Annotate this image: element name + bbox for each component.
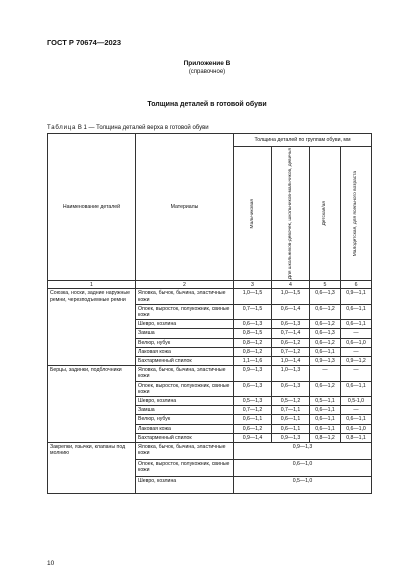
value-cell: 0,5-1,0	[341, 397, 372, 406]
thickness-table	[47, 133, 372, 494]
value-cell: —	[310, 366, 341, 381]
value-cell: 0,6—1,3	[234, 381, 272, 396]
value-cell: 0,6—1,4	[272, 304, 310, 319]
value-cell: 0,9—1,3	[234, 366, 272, 381]
value-cell: 0,8—1,2	[234, 347, 272, 356]
value-cell: 0,6—1,1	[310, 406, 341, 415]
value-cell: 1,0—1,5	[272, 289, 310, 304]
value-cell: 0,6—1,1	[234, 415, 272, 424]
document-header: ГОСТ Р 70674—2023	[47, 38, 122, 47]
column-number: 2	[136, 281, 234, 289]
material-cell: Яловка, бычок, бычина, эластичные кожи	[136, 443, 234, 460]
value-cell-merged: 0,5—1,0	[234, 477, 372, 494]
material-cell: Бахтарменный спилок	[136, 433, 234, 442]
column-number: 4	[272, 281, 310, 289]
value-cell: 0,9—1,4	[234, 433, 272, 442]
material-cell: Опоек, выросток, полукожник, свиные кожи	[136, 381, 234, 396]
value-cell: 0,6—1,2	[310, 320, 341, 329]
material-cell: Лаковая кожа	[136, 347, 234, 356]
table-row	[48, 366, 372, 381]
value-cell: 0,8—1,2	[310, 433, 341, 442]
column-number: 6	[341, 281, 372, 289]
value-cell: 0,6—1,2	[234, 424, 272, 433]
value-cell: 0,6—1,1	[341, 381, 372, 396]
value-cell: —	[341, 366, 372, 381]
value-cell-merged: 0,6—1,0	[234, 460, 372, 477]
appendix-title: Приложение В	[183, 60, 231, 67]
value-cell: 0,8—1,1	[341, 433, 372, 442]
col-header-group-3: Детская/ая	[310, 147, 341, 281]
value-cell: 1,1—1,6	[234, 357, 272, 366]
value-cell: 0,6—1,0	[341, 338, 372, 347]
appendix-subtitle: (справочное)	[188, 69, 226, 75]
table-caption	[47, 125, 209, 131]
col-header-group-1: Мальчиковая	[234, 147, 272, 281]
value-cell: 0,6—1,3	[272, 381, 310, 396]
column-number: 1	[48, 281, 136, 289]
value-cell: 0,6—1,2	[272, 338, 310, 347]
value-cell: 0,5—1,3	[234, 397, 272, 406]
material-cell: Опоек, выросток, полукожник, свиные кожи	[136, 304, 234, 319]
value-cell: 0,6—1,1	[272, 424, 310, 433]
value-cell: 0,6—1,2	[310, 381, 341, 396]
value-cell: 0,6—1,2	[310, 338, 341, 347]
value-cell: 0,7—1,5	[234, 304, 272, 319]
material-cell: Шевро, козлина	[136, 397, 234, 406]
col-header-group-4: Малодетская, для ясельного возраста	[341, 147, 372, 281]
column-number-row	[48, 281, 372, 289]
column-number: 5	[310, 281, 341, 289]
material-cell: Шевро, козлина	[136, 477, 234, 494]
value-cell: 0,6—1,1	[310, 424, 341, 433]
part-cell: Берцы, задинки, подблочники	[48, 366, 136, 443]
value-cell-merged: 0,9—1,3	[234, 443, 372, 460]
value-cell: 1,0—1,4	[272, 357, 310, 366]
part-cell: Закрепки, язычки, клапаны под молнию	[48, 443, 136, 494]
value-cell: 0,5—1,2	[272, 397, 310, 406]
value-cell: 0,7—1,2	[272, 347, 310, 356]
material-cell: Бахтарменный спилок	[136, 357, 234, 366]
value-cell: 0,6—1,1	[272, 415, 310, 424]
value-cell: 0,9—1,3	[310, 357, 341, 366]
material-cell: Велюр, нубук	[136, 338, 234, 347]
value-cell: 0,6—1,3	[310, 329, 341, 338]
column-number: 3	[234, 281, 272, 289]
value-cell: 0,8—1,2	[234, 338, 272, 347]
value-cell: 0,5—1,1	[310, 397, 341, 406]
col-header-material: Материалы	[136, 134, 234, 281]
value-cell: 0,9—1,1	[341, 289, 372, 304]
section-title: Толщина деталей в готовой обуви	[147, 101, 267, 108]
value-cell: 0,6—1,1	[310, 415, 341, 424]
value-cell: —	[341, 406, 372, 415]
value-cell: —	[341, 347, 372, 356]
material-cell: Яловка, бычок, бычина, эластичные кожи	[136, 289, 234, 304]
material-cell: Яловка, бычок, бычина, эластичные кожи	[136, 366, 234, 381]
value-cell: 0,6—1,1	[341, 320, 372, 329]
value-cell: 0,6—1,3	[234, 320, 272, 329]
table-row	[48, 443, 372, 460]
value-cell: 0,6—1,0	[341, 424, 372, 433]
material-cell: Велюр, нубук	[136, 415, 234, 424]
col-header-part: Наименование деталей	[48, 134, 136, 281]
value-cell: 0,6—1,2	[310, 304, 341, 319]
value-cell: 1,0—1,5	[234, 289, 272, 304]
value-cell: 1,0—1,3	[272, 366, 310, 381]
table-caption-text: В 1 — Толщина деталей верха в готовой обуви	[77, 125, 209, 131]
value-cell: 0,9—1,2	[341, 357, 372, 366]
material-cell: Шевро, козлина	[136, 320, 234, 329]
material-cell: Замша	[136, 406, 234, 415]
value-cell: 0,7—1,1	[272, 406, 310, 415]
value-cell: 0,6—1,1	[310, 347, 341, 356]
col-header-group-2: Для школьников-девочек, школьников-мальчиков, девичья	[272, 147, 310, 281]
material-cell: Замша	[136, 329, 234, 338]
value-cell: 0,6—1,1	[341, 415, 372, 424]
value-cell: —	[341, 329, 372, 338]
part-cell: Союзка, носки, задние наружные ремни, черезподъемные ремни	[48, 289, 136, 366]
value-cell: 0,7—1,2	[234, 406, 272, 415]
value-cell: 0,7—1,4	[272, 329, 310, 338]
value-cell: 0,6—1,3	[272, 320, 310, 329]
value-cell: 0,6—1,3	[310, 289, 341, 304]
value-cell: 0,6—1,1	[341, 304, 372, 319]
material-cell: Опоек, выросток, полукожник, свиные кожи	[136, 460, 234, 477]
table-caption-label: Таблица	[47, 125, 77, 131]
value-cell: 0,9—1,3	[272, 433, 310, 442]
value-cell: 0,8—1,5	[234, 329, 272, 338]
table-row	[48, 289, 372, 304]
page-number: 10	[47, 560, 55, 567]
col-header-group: Толщина деталей по группам обуви, мм	[234, 134, 372, 147]
material-cell: Лаковая кожа	[136, 424, 234, 433]
